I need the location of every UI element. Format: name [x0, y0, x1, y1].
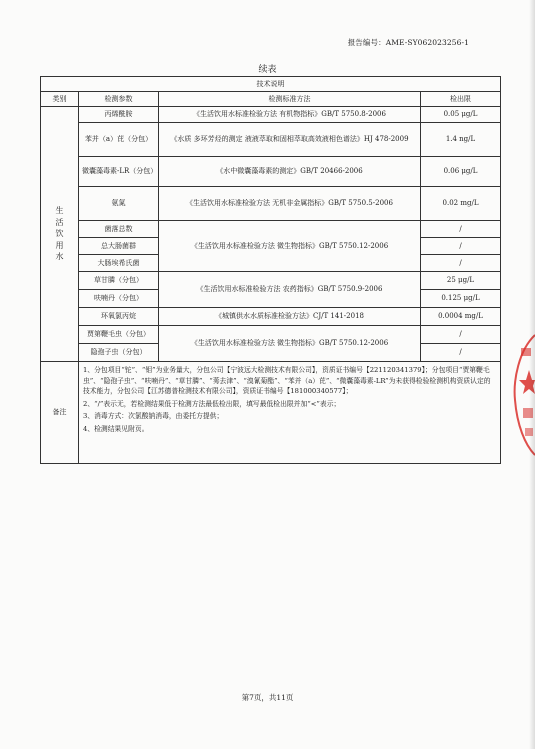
- notes-row: [41, 362, 501, 464]
- param-cell: 氨氮: [79, 187, 159, 221]
- category-cell: 生 活 饮 用 水: [41, 107, 79, 362]
- method-cell: 《生活饮用水标准检验方法 有机物指标》GB/T 5750.8-2006: [159, 107, 421, 123]
- scan-edge-shadow: [529, 0, 535, 749]
- limit-cell: /: [421, 255, 501, 272]
- method-cell: 《水中微囊藻毒素的测定》GB/T 20466-2006: [159, 157, 421, 187]
- notes-label: 备注: [41, 362, 79, 464]
- notes-content: [79, 362, 501, 464]
- note-item: 4、检测结果见附页。: [83, 424, 149, 433]
- note-item: 1、分包项目“铊”、“钼”为业务量大，分包公司【宁波远大检测技术有限公司】，资质证书编号【221120341379】；分包项目“贾第鞭毛虫”、“隐孢子虫”、“呋喃丹”、“草甘膦”、“莠去津”、“溴氰菊酯”、“苯并（a）芘”、“微囊藻毒素-LR”为未获得检验检测机构资质认定的技术能力，分包公司【江苏德普检测技术有限公司】，资质证书编号【181000340577】；: [83, 366, 491, 396]
- param-cell: 菌落总数: [79, 221, 159, 238]
- table-row: [41, 221, 501, 238]
- header-method: 检测标准方法: [159, 92, 421, 107]
- limit-cell: /: [421, 238, 501, 255]
- limit-cell: /: [421, 344, 501, 362]
- table-row: [41, 187, 501, 221]
- header-category: 类别: [41, 92, 79, 107]
- param-cell: 大肠埃希氏菌: [79, 255, 159, 272]
- method-cell: 《生活饮用水标准检验方法 无机非金属指标》GB/T 5750.5-2006: [159, 187, 421, 221]
- note-item: 2、“/”表示无，若检测结果低于检测方法最低检出限，填写最低检出限并加“<”表示；: [83, 399, 341, 408]
- param-cell: 草甘膦（分包）: [79, 272, 159, 290]
- section-header: 技术说明: [41, 77, 501, 92]
- param-cell: 总大肠菌群: [79, 238, 159, 255]
- document-title: 续表: [258, 65, 277, 75]
- limit-cell: /: [421, 326, 501, 344]
- limit-cell: 0.06 μg/L: [421, 157, 501, 187]
- method-cell-merged-micro: 《生活饮用水标准检验方法 微生物指标》GB/T 5750.12-2006: [159, 221, 421, 272]
- method-cell-merged-pesticide: 《生活饮用水标准检验方法 农药指标》GB/T 5750.9-2006: [159, 272, 421, 308]
- report-number: 报告编号：AME-SY062023256-1: [347, 38, 469, 47]
- table-row: [41, 157, 501, 187]
- param-cell: 呋喃丹（分包）: [79, 290, 159, 308]
- page-footer: 第7页，共11页: [241, 693, 294, 702]
- header-limit: 检出限: [421, 92, 501, 107]
- param-cell: 微囊藻毒素-LR（分包）: [79, 157, 159, 187]
- limit-cell: 0.02 mg/L: [421, 187, 501, 221]
- note-item: 3、消毒方式：次氯酸钠消毒，由委托方提供；: [83, 412, 224, 421]
- param-cell: 丙烯酰胺: [79, 107, 159, 123]
- param-cell: 贾第鞭毛虫（分包）: [79, 326, 159, 344]
- limit-cell: 0.05 μg/L: [421, 107, 501, 123]
- limit-cell: /: [421, 221, 501, 238]
- param-cell: 环氧氯丙烷: [79, 308, 159, 326]
- method-cell: 《水质 多环芳烃的测定 液液萃取和固相萃取高效液相色谱法》HJ 478-2009: [159, 123, 421, 157]
- header-param: 检测参数: [79, 92, 159, 107]
- param-cell: 隐孢子虫（分包）: [79, 344, 159, 362]
- table-row: [41, 326, 501, 344]
- technical-spec-table: [40, 76, 501, 464]
- param-cell: 苯并（a）芘（分包）: [79, 123, 159, 157]
- limit-cell: 1.4 ng/L: [421, 123, 501, 157]
- limit-cell: 0.125 μg/L: [421, 290, 501, 308]
- table-row: [41, 308, 501, 326]
- method-cell-merged-parasite: 《生活饮用水标准检验方法 微生物指标》GB/T 5750.12-2006: [159, 326, 421, 362]
- table-row: [41, 123, 501, 157]
- limit-cell: 25 μg/L: [421, 272, 501, 290]
- table-row: [41, 272, 501, 290]
- limit-cell: 0.0004 mg/L: [421, 308, 501, 326]
- table-row: [41, 107, 501, 123]
- method-cell: 《城镇供水水质标准检验方法》CJ/T 141-2018: [159, 308, 421, 326]
